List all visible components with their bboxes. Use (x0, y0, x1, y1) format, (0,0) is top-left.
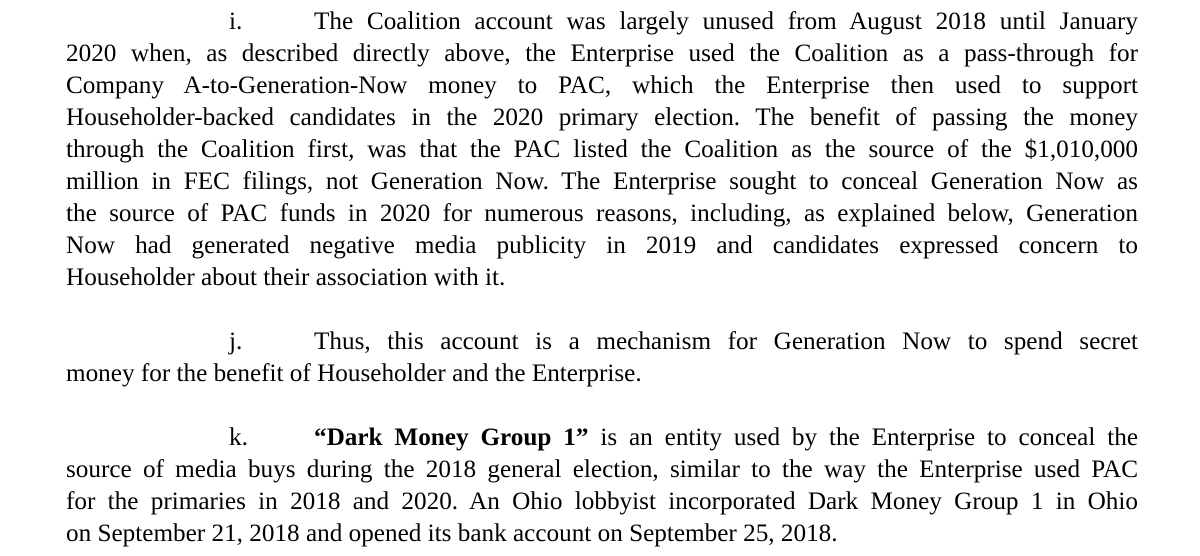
paragraph-k-line-3: for the primaries in 2018 and 2020. An Ohio lobbyist incorporated Dark Money Group 1 in Ohio (66, 488, 1138, 515)
paragraph-i-line-3: Company A-to-Generation-Now money to PAC, which the Enterprise then used to support (66, 72, 1138, 99)
paragraph-i-line-2: 2020 when, as described directly above, the Enterprise used the Coalition as a pass-through for (66, 40, 1138, 67)
paragraph-marker-k: k. (229, 424, 248, 451)
paragraph-j-line-2: money for the benefit of Householder and the Enterprise. (66, 360, 642, 387)
paragraph-j-text: Thus, this account is a mechanism for Generation Now to spend secret (314, 328, 1138, 355)
paragraph-i-line-9: Householder about their association with it. (66, 264, 506, 291)
paragraph-k-line-1 (66, 422, 1138, 454)
paragraph-i-line-8: Now had generated negative media publicity in 2019 and candidates expressed concern to (66, 232, 1138, 259)
paragraph-k-line-2: source of media buys during the 2018 general election, similar to the way the Enterprise used PAC (66, 456, 1138, 483)
defined-term-dark-money-group-1: “Dark Money Group 1” (314, 424, 589, 451)
paragraph-j-line-1 (66, 326, 1138, 358)
paragraph-marker-j: j. (229, 328, 243, 355)
paragraph-i-line-1 (66, 6, 1138, 38)
paragraph-i-text: The Coalition account was largely unused from August 2018 until January (314, 8, 1138, 35)
paragraph-k-line-4: on September 21, 2018 and opened its bank account on September 25, 2018. (66, 520, 838, 547)
paragraph-i-line-4: Householder-backed candidates in the 2020 primary election. The benefit of passing the money (66, 104, 1138, 131)
paragraph-i-line-5: through the Coalition first, was that the PAC listed the Coalition as the source of the $1,010,000 (66, 136, 1138, 163)
paragraph-i-line-7: the source of PAC funds in 2020 for numerous reasons, including, as explained below, Generation (66, 200, 1138, 227)
paragraph-marker-i: i. (229, 8, 243, 35)
paragraph-k-text (314, 422, 1138, 454)
paragraph-k-text-rest: is an entity used by the Enterprise to conceal the (588, 424, 1138, 451)
paragraph-i-line-6: million in FEC filings, not Generation Now. The Enterprise sought to conceal Generation Now as (66, 168, 1138, 195)
